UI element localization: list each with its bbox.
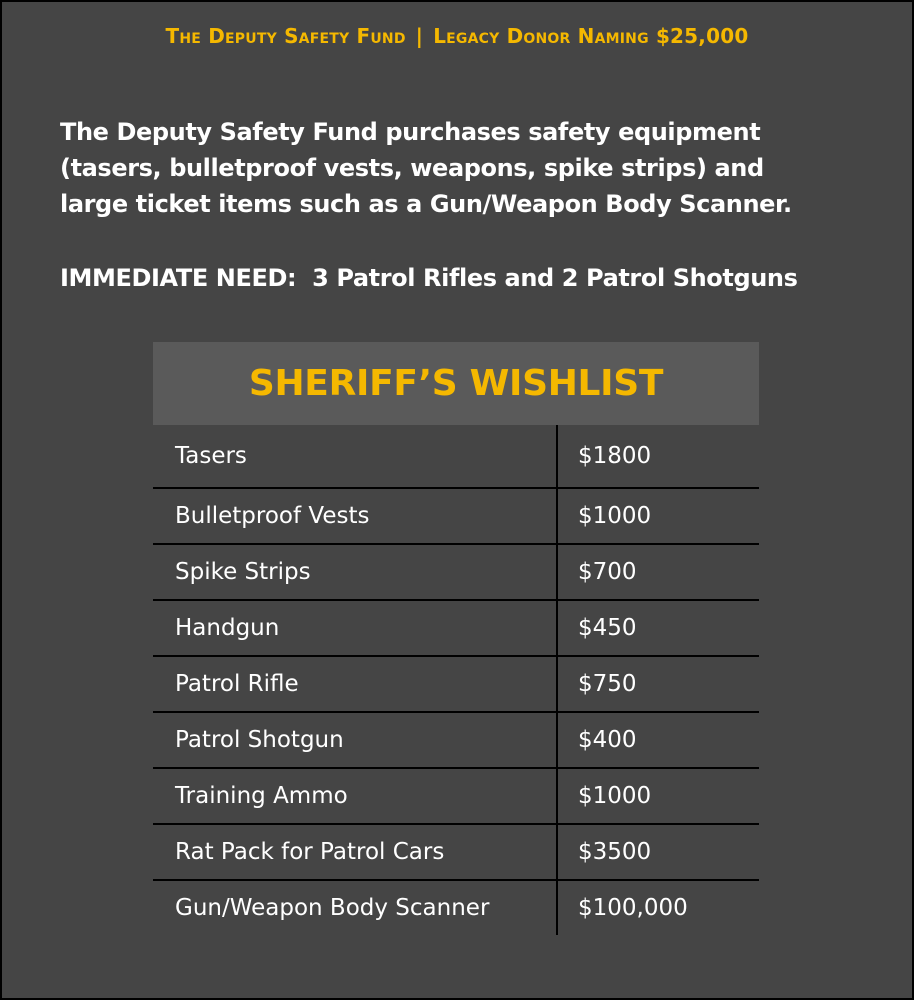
price-cell: $400 — [578, 727, 637, 753]
price-cell: $100,000 — [578, 895, 688, 921]
description-line: The Deputy Safety Fund purchases safety equipment — [60, 118, 761, 146]
price-cell: $750 — [578, 671, 637, 697]
donor-naming: Legacy Donor Naming $25,000 — [433, 24, 749, 48]
fund-description — [60, 114, 900, 222]
price-cell: $1800 — [578, 443, 652, 469]
immediate-need: IMMEDIATE NEED: 3 Patrol Rifles and 2 Patrol Shotguns — [60, 264, 798, 292]
wishlist-table — [153, 425, 759, 935]
table-row — [153, 825, 759, 881]
item-cell: Bulletproof Vests — [153, 489, 558, 543]
header-separator: | — [415, 24, 424, 48]
table-row — [153, 713, 759, 769]
table-row — [153, 657, 759, 713]
table-row — [153, 425, 759, 489]
table-row — [153, 601, 759, 657]
item-cell: Handgun — [153, 601, 558, 655]
item-cell: Patrol Rifle — [153, 657, 558, 711]
price-cell: $1000 — [578, 503, 652, 529]
flyer-header — [2, 24, 912, 48]
price-cell: $450 — [578, 615, 637, 641]
table-row — [153, 545, 759, 601]
price-cell: $3500 — [578, 839, 652, 865]
table-row — [153, 881, 759, 935]
item-cell: Training Ammo — [153, 769, 558, 823]
description-line: (tasers, bulletproof vests, weapons, spike strips) and — [60, 154, 764, 182]
item-cell: Rat Pack for Patrol Cars — [153, 825, 558, 879]
description-line: large ticket items such as a Gun/Weapon Body Scanner. — [60, 190, 792, 218]
price-cell: $700 — [578, 559, 637, 585]
wishlist-title: SHERIFF’S WISHLIST — [153, 342, 759, 425]
fund-name: The Deputy Safety Fund — [165, 24, 406, 48]
table-row — [153, 489, 759, 545]
table-row — [153, 769, 759, 825]
item-cell: Spike Strips — [153, 545, 558, 599]
item-cell: Patrol Shotgun — [153, 713, 558, 767]
flyer-panel — [2, 2, 912, 998]
item-cell: Tasers — [153, 425, 558, 487]
price-cell: $1000 — [578, 783, 652, 809]
item-cell: Gun/Weapon Body Scanner — [153, 881, 558, 935]
